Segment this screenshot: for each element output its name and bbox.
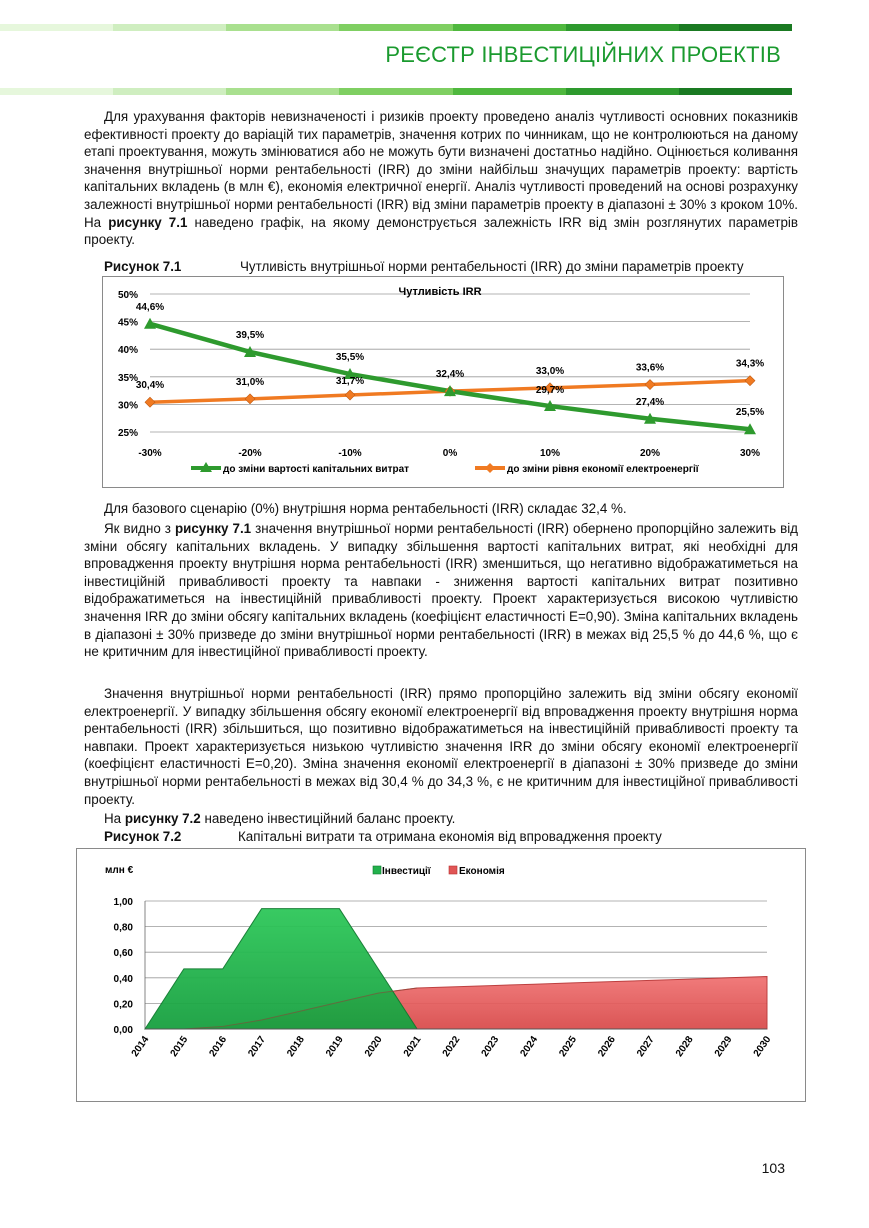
- y-tick-label: 0,80: [113, 922, 133, 934]
- figure1-label: Рисунок 7.1: [104, 259, 182, 274]
- para5-figure-ref: рисунку 7.2: [124, 811, 201, 826]
- capex-data-label: 35,5%: [335, 352, 365, 364]
- stripe-segment: [0, 24, 113, 31]
- energy-data-label: 31,7%: [335, 376, 365, 388]
- investment-balance-chart: [76, 848, 806, 1102]
- x-tick-label: 0%: [442, 448, 458, 459]
- legend-energy-marker: [485, 463, 495, 473]
- header-stripe-top: [0, 24, 792, 31]
- x-tick-label: 2017: [246, 1034, 269, 1059]
- y-tick-label: 0,60: [113, 948, 133, 960]
- x-tick-label: 2028: [673, 1034, 696, 1059]
- x-tick-label: 2018: [285, 1034, 307, 1059]
- x-tick-label: 2025: [557, 1034, 580, 1059]
- legend-energy-label: до зміни рівня економії електроенергії: [507, 464, 699, 475]
- stripe-segment: [0, 88, 113, 95]
- y-tick-label: 40%: [117, 345, 138, 357]
- irr-sensitivity-chart: [102, 276, 784, 488]
- stripe-segment: [113, 24, 226, 31]
- x-tick-label: -20%: [238, 448, 262, 459]
- x-tick-label: 2015: [168, 1034, 191, 1059]
- energy-data-label: 31,0%: [235, 376, 265, 388]
- x-tick-label: 30%: [739, 448, 761, 459]
- x-tick-label: 2014: [129, 1034, 152, 1059]
- legend-investment-swatch: [373, 866, 381, 874]
- legend-investment-label: Інвестиції: [382, 866, 431, 877]
- y-tick-label: 30%: [117, 400, 138, 412]
- energy-point: [345, 390, 355, 400]
- capex-data-label: 25,5%: [735, 407, 765, 419]
- x-tick-label: 2022: [440, 1034, 463, 1059]
- x-tick-label: 2023: [479, 1034, 502, 1059]
- paragraph-balance-ref: [84, 810, 798, 828]
- x-tick-label: 2021: [401, 1034, 424, 1059]
- para3-figure-ref: рисунку 7.1: [174, 521, 252, 536]
- paragraph-capex-sensitivity: [84, 520, 798, 661]
- y-tick-label: 25%: [117, 428, 138, 439]
- para3-text-end: значення внутрішньої норми рентабельності (IRR) обернено пропорційно залежить від зміни обсягу капітальних вкладень. У випадку збільшення вартості капітальних витрат, які необхідні для впровадження проекту внутрішня норма рентабельності (IRR) зменшиться, що негативно відображатиметься на інвестиційній привабливості проекту та навпаки - зниження вартості капітальних витрат позитивно відображатиметься на інвестиційній привабливості проекту. Проект характеризується високою чутливістю значення IRR до зміни обсягу капітальних вкладень (коефіцієнт еластичності Е=0,90). Зміна капітальних вкладень в діапазоні ± 30% призведе до зміни внутрішньої норми рентабельності (IRR) в межах від 25,5 % до 44,6 %, що є не критичним для інвестиційної привабливості проекту.: [84, 521, 798, 660]
- y-tick-label: 50%: [117, 290, 138, 301]
- y-tick-label: 45%: [117, 317, 138, 329]
- energy-data-label: 33,6%: [635, 362, 665, 374]
- y-tick-label: 0,00: [113, 1025, 133, 1036]
- capex-data-label: 27,4%: [635, 396, 665, 408]
- stripe-segment: [226, 88, 339, 95]
- stripe-segment: [566, 24, 679, 31]
- stripe-segment: [339, 24, 452, 31]
- stripe-segment: [113, 88, 226, 95]
- energy-data-label: 30,4%: [135, 380, 165, 392]
- y-tick-label: 0,20: [113, 999, 133, 1011]
- capex-data-label: 44,6%: [135, 301, 165, 313]
- paragraph-base-scenario: Для базового сценарію (0%) внутрішня норма рентабельності (IRR) складає 32,4 %.: [104, 501, 627, 516]
- capex-data-label: 39,5%: [235, 329, 265, 341]
- x-tick-label: 20%: [639, 448, 661, 459]
- stripe-segment: [679, 24, 792, 31]
- y-tick-label: 1,00: [113, 897, 133, 908]
- figure2-label: Рисунок 7.2: [104, 829, 182, 844]
- stripe-segment: [453, 24, 566, 31]
- energy-data-label: 34,3%: [735, 358, 765, 370]
- y-tick-label: 0,40: [113, 973, 133, 985]
- x-tick-label: 2029: [712, 1034, 735, 1059]
- x-tick-label: -10%: [338, 448, 362, 459]
- header-stripe-bottom: [0, 88, 792, 95]
- y-axis-unit: млн €: [105, 865, 134, 876]
- stripe-segment: [339, 88, 452, 95]
- x-tick-label: 2030: [751, 1034, 774, 1059]
- capex-data-label: 29,7%: [535, 385, 565, 397]
- capex-data-label: 32,4%: [435, 369, 465, 381]
- energy-data-label: 33,0%: [535, 365, 565, 377]
- x-tick-label: 2026: [596, 1034, 618, 1059]
- paragraph-energy-sensitivity: Значення внутрішньої норми рентабельності (IRR) прямо пропорційно залежить від зміни обсягу економії електроенергії. У випадку збільшення обсягу економії електроенергії від впровадження проекту внутрішня норма рентабельності (IRR) збільшиться, що позитивно відображатиметься на інвестиційній привабливості проекту та навпаки. Проект характеризується низькою чутливістю значення IRR до зміни обсягу економії електроенергії (коефіцієнт еластичності Е=0,20). Зміна значення економії електроенергії в діапазоні ± 30% призведе до зміни внутрішньої норми рентабельності в межах від 30,4 % до 34,3 %, є не критичним для інвестиційної привабливості проекту.: [84, 686, 798, 807]
- para3-text-start: Як видно з: [104, 521, 175, 536]
- legend-economy-swatch: [449, 866, 457, 874]
- chart-title: Чутливість IRR: [398, 286, 482, 298]
- energy-point: [145, 397, 155, 407]
- para5-text-end: наведено інвестиційний баланс проекту.: [200, 811, 456, 826]
- stripe-segment: [679, 88, 792, 95]
- stripe-segment: [226, 24, 339, 31]
- page-header-title: РЕЄСТР ІНВЕСТИЦІЙНИХ ПРОЕКТІВ: [385, 42, 781, 67]
- x-tick-label: 2024: [518, 1034, 541, 1059]
- paragraph-intro: [84, 108, 798, 249]
- legend-economy-label: Економія: [459, 866, 505, 877]
- figure1-caption-text: Чутливість внутрішньої норми рентабельності (IRR) до зміни параметрів проекту: [240, 259, 744, 274]
- x-tick-label: 2019: [324, 1034, 346, 1059]
- para1-figure-ref: рисунку 7.1: [108, 214, 188, 230]
- energy-point: [645, 380, 655, 390]
- x-tick-label: 2027: [635, 1034, 657, 1059]
- energy-point: [245, 394, 255, 404]
- irr-chart-svg: [103, 277, 785, 489]
- x-tick-label: 2016: [207, 1034, 230, 1059]
- y-tick-label: 35%: [117, 372, 138, 384]
- balance-chart-svg: [77, 849, 807, 1103]
- stripe-segment: [453, 88, 566, 95]
- para1-text-end: наведено графік, на якому демонструється залежність IRR від змін розглянутих параметрів проекту.: [84, 214, 798, 248]
- stripe-segment: [566, 88, 679, 95]
- x-tick-label: 10%: [539, 448, 561, 459]
- x-tick-label: -30%: [138, 448, 162, 459]
- para1-text: Для урахування факторів невизначеності і ризиків проекту проведено аналіз чутливості основних показників ефективності проекту до варіацій тих параметрів, значення котрих по чинникам, що не контролюються на даному етапі проектування, можуть змінюватися або не можуть бути визначені достатньо надійно. Оцінюється коливання значення внутрішньої норми рентабельності (IRR) до зміни найбільш значущих параметрів проекту: вартість капітальних вкладень (в млн €), економія електричної енергії. Аналіз чутливості проведений на основі розрахунку залежності внутрішньої норми рентабельності (IRR) від зміни параметрів проекту в діапазоні ± 30% з кроком 10%. На: [84, 109, 798, 230]
- page-number: 103: [761, 1160, 785, 1176]
- para5-text-start: На: [104, 811, 125, 826]
- x-tick-label: 2020: [362, 1034, 385, 1059]
- legend-capex-label: до зміни вартості капітальних витрат: [223, 464, 410, 475]
- figure2-caption-text: Капітальні витрати та отримана економія від впровадження проекту: [238, 829, 662, 844]
